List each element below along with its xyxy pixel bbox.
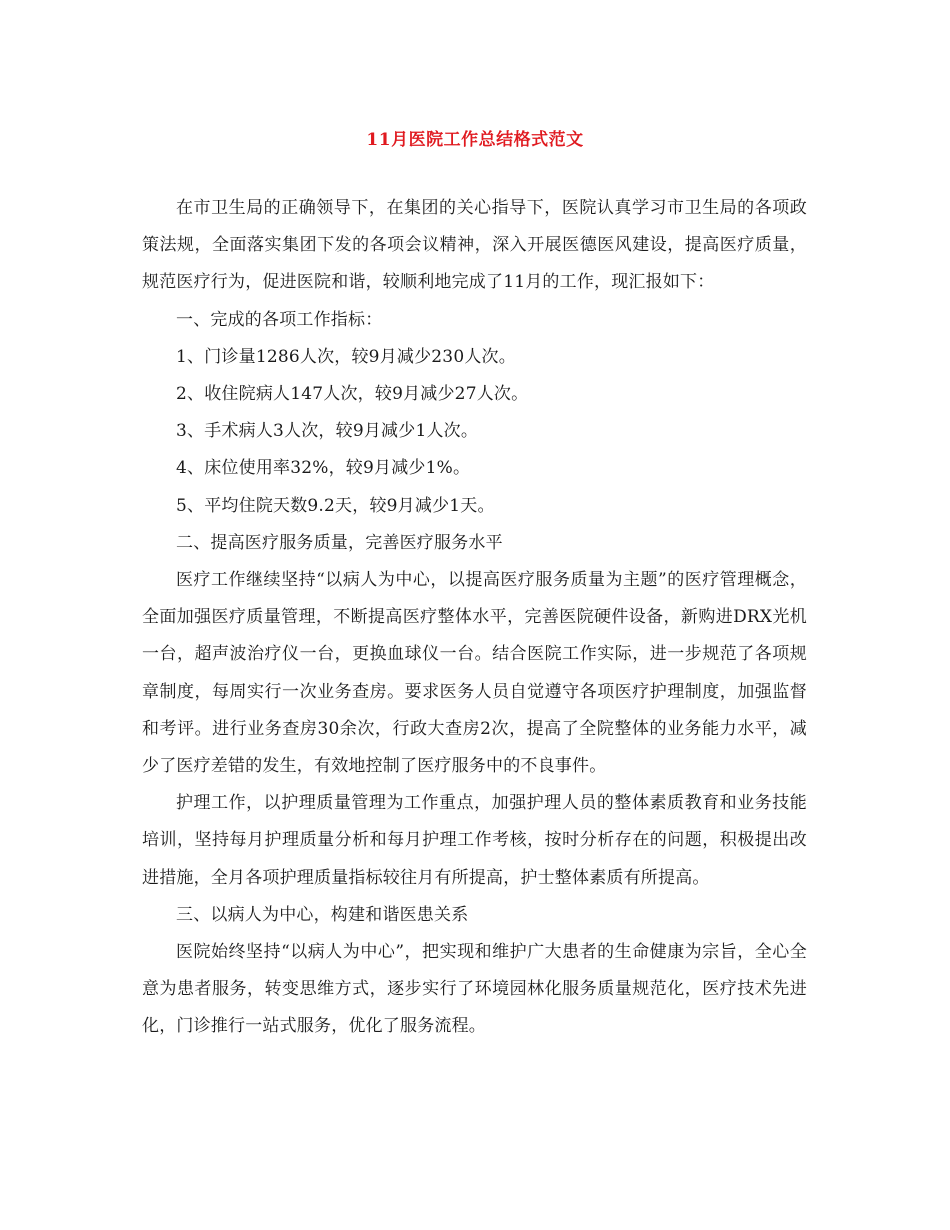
list-item-outpatient: 1、门诊量1286人次，较9月减少230人次。 (176, 346, 516, 367)
paragraph-patient-centered: 医院始终坚持“以病人为中心”，把实现和维护广大患者的生命健康为宗旨，全心全意为患者服务，转变思维方式，逐步实行了环境园林化服务质量规范化，医疗技术先进化，门诊推行一站式服务，优化了服务流程。 (142, 942, 807, 1037)
paragraph-nursing-work: 护理工作，以护理质量管理为工作重点，加强护理人员的整体素质教育和业务技能培训，坚持每月护理质量分析和每月护理工作考核，按时分析存在的问题，积极提出改进措施，全月各项护理质量指标较往月有所提高，护士整体素质有所提高。 (142, 793, 807, 888)
paragraph-medical-work: 医疗工作继续坚持“以病人为中心，以提高医疗服务质量为主题”的医疗管理概念，全面加强医疗质量管理，不断提高医疗整体水平，完善医院硬件设备，新购进DRX光机一台，超声波治疗仪一台，更换血球仪一台。结合医院工作实际，进一步规范了各项规章制度，每周实行一次业务查房。要求医务人员自觉遵守各项医疗护理制度，加强监督和考评。进行业务查房30余次，行政大查房2次，提高了全院整体的业务能力水平，减少了医疗差错的发生，有效地控制了医疗服务中的不良事件。 (142, 570, 807, 777)
list-item-surgery: 3、手术病人3人次，较9月减少1人次。 (176, 421, 479, 442)
section-heading-2: 二、提高医疗服务质量，完善医疗服务水平 (176, 532, 503, 553)
list-item-average-stay: 5、平均住院天数9.2天，较9月减少1天。 (176, 495, 495, 516)
paragraph-intro: 在市卫生局的正确领导下，在集团的关心指导下，医院认真学习市卫生局的各项政策法规，全面落实集团下发的各项会议精神，深入开展医德医风建设，提高医疗质量，规范医疗行为，促进医院和谐，较顺利地完成了11月的工作，现汇报如下： (142, 198, 807, 293)
list-item-bed-usage: 4、床位使用率32%，较9月减少1%。 (176, 458, 471, 479)
section-heading-1: 一、完成的各项工作指标： (176, 309, 383, 330)
section-heading-3: 三、以病人为中心，构建和谐医患关系 (176, 904, 469, 925)
document-body (142, 190, 807, 1046)
document-title: 11月医院工作总结格式范文 (366, 130, 584, 150)
list-item-inpatient: 2、收住院病人147人次，较9月减少27人次。 (176, 384, 529, 405)
